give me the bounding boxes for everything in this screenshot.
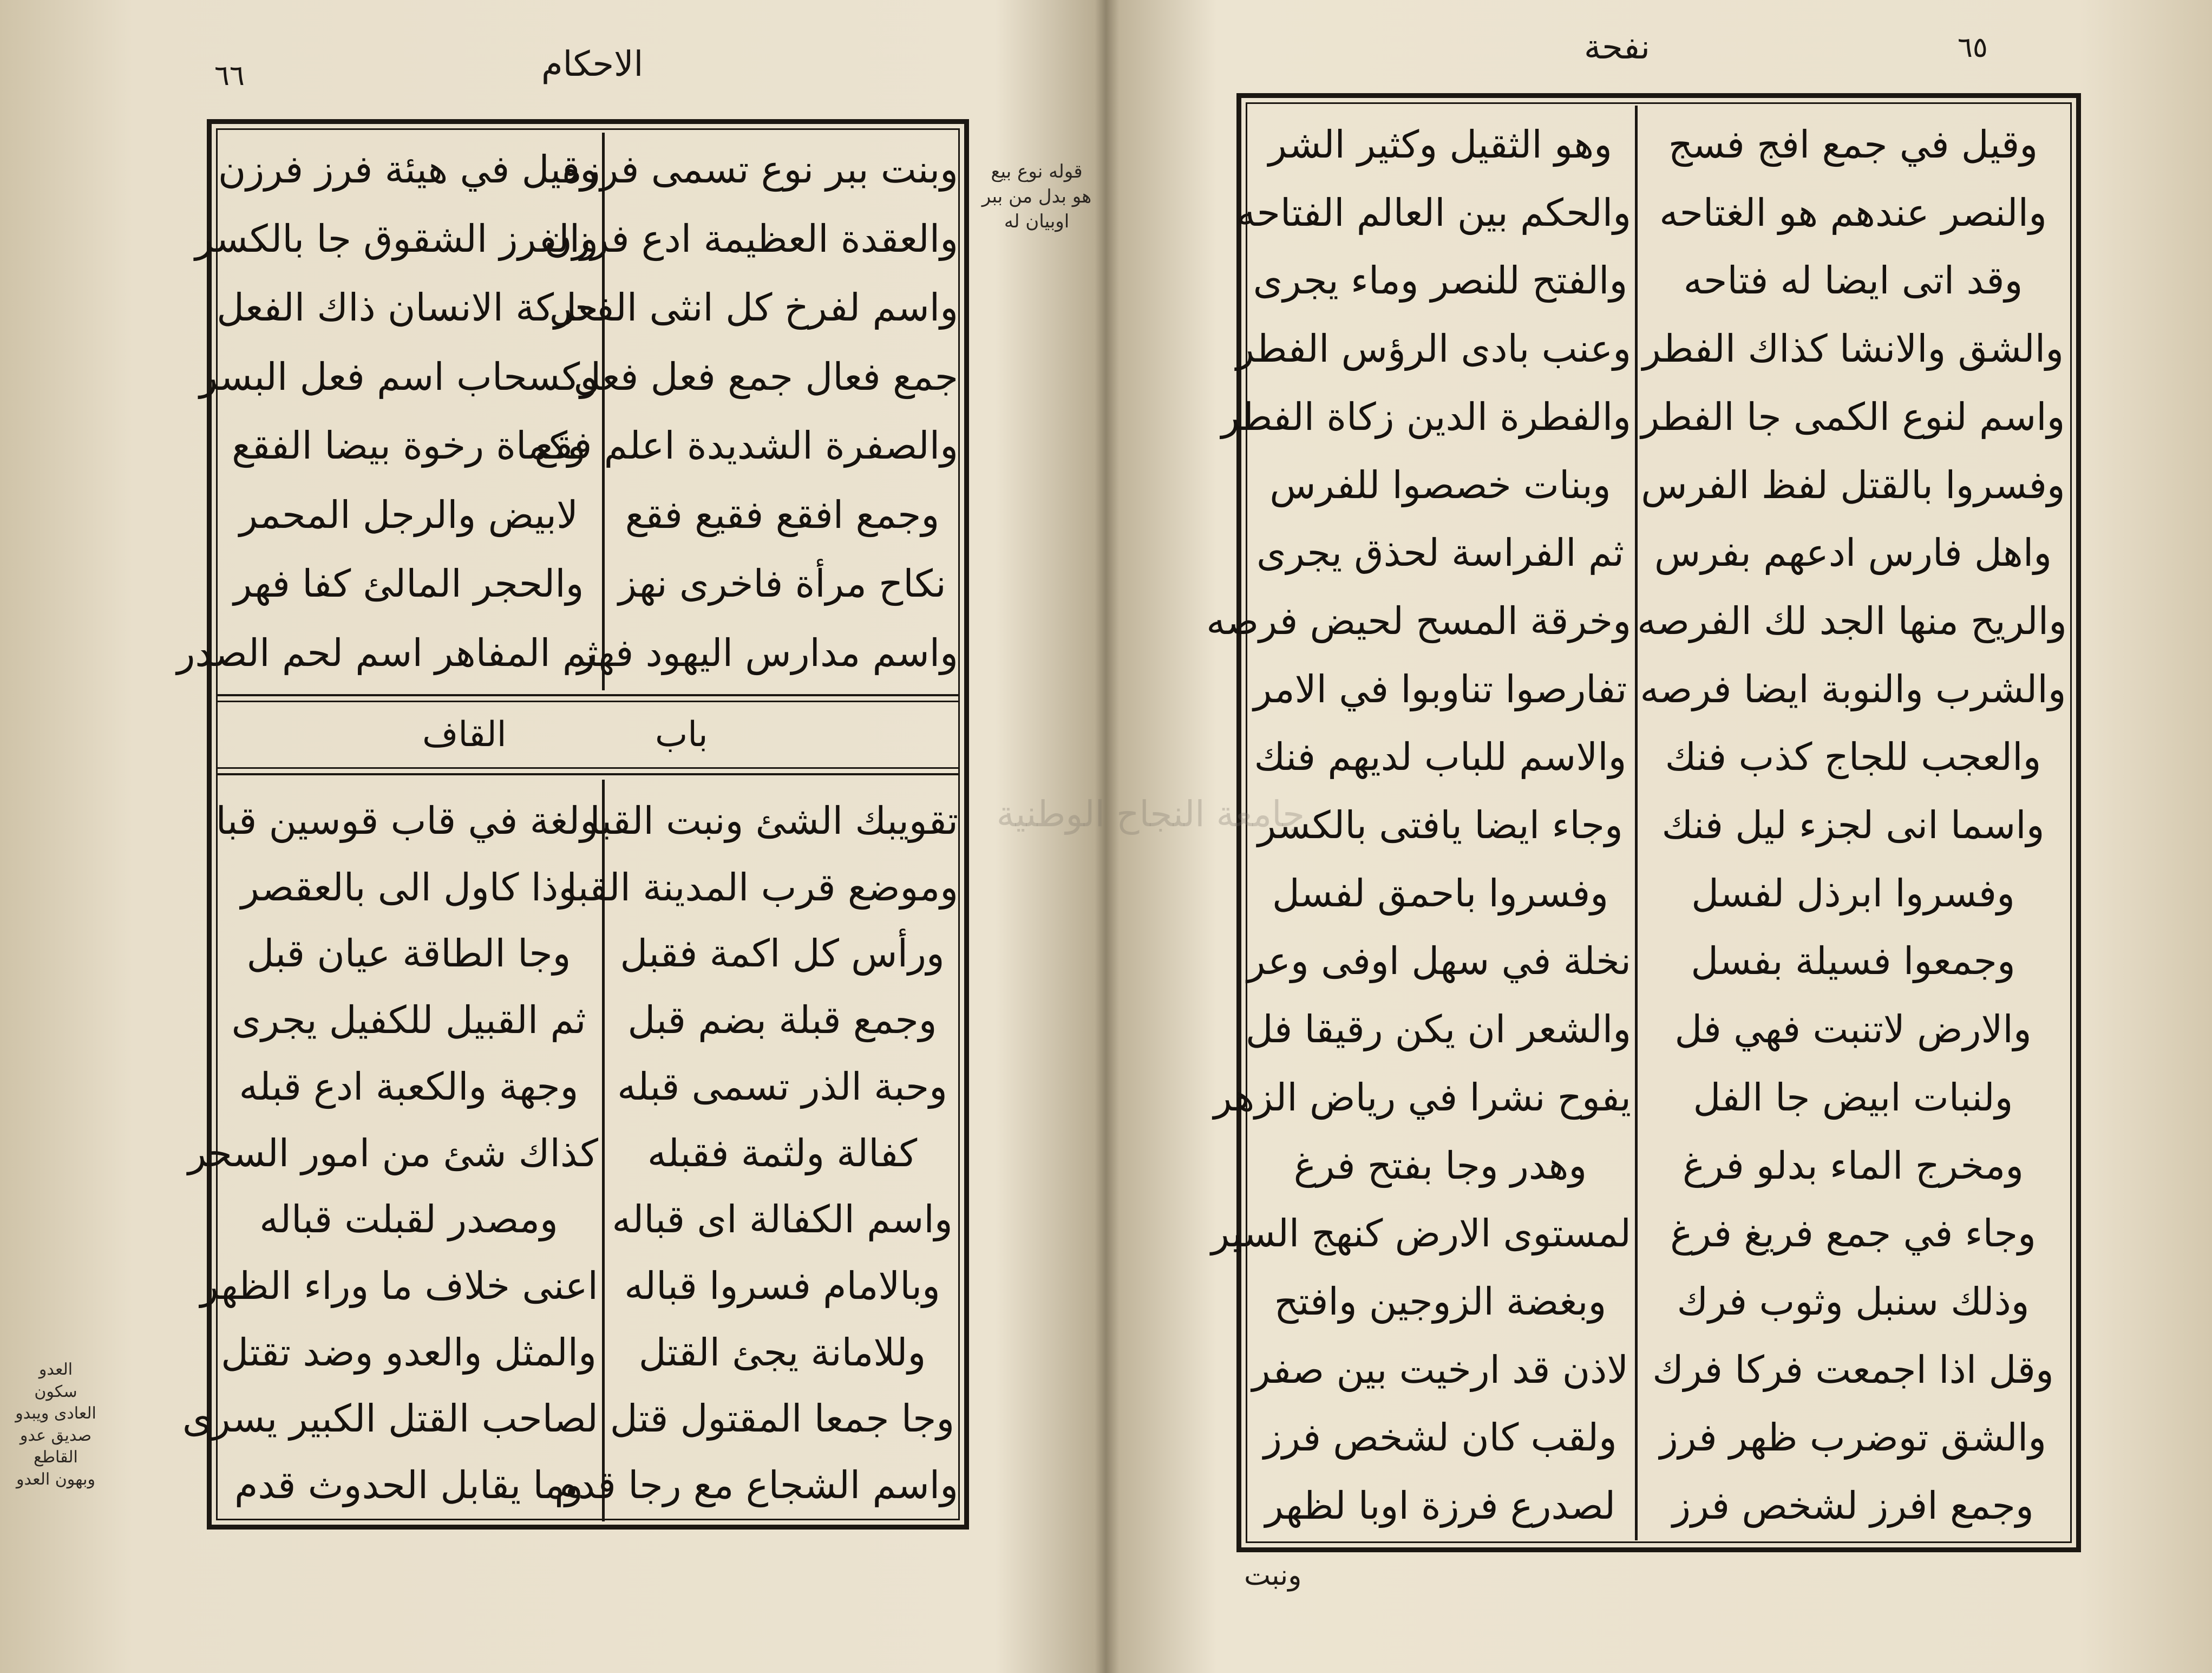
left-upper-left-column [176,135,598,688]
verse-line: والمثل والعدو وضد تقتل [221,1330,597,1375]
chapter-heading-band [217,694,959,775]
verse-line: ثم القبيل للكفيل يجرى [231,998,586,1043]
catchword: ونبت [1244,1559,1302,1592]
verse-line: والشق توضرب ظهر فرز [1659,1415,2047,1460]
verse-line: والنصر عندهم هو الغتاحه [1659,190,2047,235]
verse-line: وبغضة الزوجين وافتح [1274,1279,1607,1324]
verse-line: تفارصوا تناوبوا في الامر [1253,666,1627,711]
verse-line: تقويبك الشئ ونبت القبا [590,799,958,843]
margin-note-bottom: العدو سكون العادى ويبدو صديق عدو القاطع وبهون العدو [15,1360,96,1489]
verse-line: والصفرة الشديدة اعلم فقع [534,423,958,468]
verse-line: ومصدر لقبلت قباله [259,1197,558,1242]
verse-line: وهدر وجا بفتح فرغ [1293,1143,1587,1188]
verse-line: وقل اذا اجمعت فركا فرك [1652,1347,2054,1392]
verse-line: ولغة في قاب قوسين قبا [215,799,598,843]
verse-line: وما يقابل الحدوث قدم [234,1463,584,1508]
verse-line: يفوح نشرا في رياض الزهر [1213,1075,1631,1120]
right-page-right-column [1639,111,2067,1540]
verse-line: جمع فعال جمع فعل فعل [573,354,958,399]
verse-line: واسم لنوع الكمى جا الفطر [1641,394,2065,439]
verse-line: وفسروا باحمق لفسل [1272,871,1609,916]
verse-line: وجهة والكعبة ادع قبله [239,1064,579,1109]
verse-line: ثم المفاهر اسم لحم الصدر [176,630,598,675]
verse-line: واهل فارس ادعهم بفرس [1654,531,2052,576]
verse-line: وجمع افرز لشخص فرز [1672,1484,2034,1528]
verse-line: والفتح للنصر وماء يجرى [1253,258,1628,303]
verse-line: وخرقة المسح لحيض فرصه [1206,598,1631,643]
left-upper-right-column [534,135,958,688]
verse-line: وموضع قرب المدينة القبا [566,865,958,910]
verse-line: لصاحب القتل الكبير يسرى [182,1396,598,1441]
verse-line: وجاء ايضا يافتى بالكسر [1258,803,1623,848]
verse-line: وجمع قبلة بضم قبل [627,998,937,1043]
verse-line: لصدرع فرزة اوبا لظهر [1265,1484,1616,1528]
verse-line: وبنات خصصوا للفرس [1269,462,1611,507]
left-lower-left-column [182,788,598,1519]
verse-line: كفالة ولثمة فقبله [647,1130,918,1175]
verse-line: وقد اتى ايضا له فتاحه [1683,258,2023,303]
verse-line: والشعر ان يكن رقيقا فل [1245,1007,1631,1052]
verse-line: والاسم للباب لديهم فنك [1254,735,1627,780]
right-page-left-column [1206,111,1631,1540]
chapter-heading-left: القاف [422,715,507,755]
verse-line: والفرز الشقوق جا بالكسر [195,216,598,261]
verse-line: والارض لاتنبت فهي فل [1674,1007,2032,1052]
verse-line: ورأس كل اكمة فقبل [620,931,945,976]
verse-line: وهو الثقيل وكثير الشر [1268,122,1612,167]
verse-line: وللامانة يجئ القتل [638,1330,926,1375]
verse-line: وجا جمعا المقتول قتل [610,1396,955,1441]
right-page-number: ٦٥ [1958,31,1988,64]
margin-note-top: قوله نوع بيع هو بدل من ببر اوبيان له [981,161,1092,232]
verse-line: واسم لفرخ كل انثى الفعل [549,285,958,330]
verse-line: والحجر المالئ كفا فهر [233,561,584,606]
verse-line: والعجب للجاج كذب فنك [1665,735,2041,780]
verse-line: وعنب بادى الرؤس الفطر [1236,326,1631,371]
verse-line: وحبة الذر تسمى قبله [617,1064,947,1109]
verse-line: اعنى خلاف ما وراء الظهر [200,1264,598,1309]
verse-line: وجمعوا فسيلة بفسل [1691,939,2015,984]
verse-line: واسم الكفالة اى قباله [612,1197,953,1242]
verse-line: وجمع افقع فقيع فقع [625,492,940,537]
verse-line: وبنت ببر نوع تسمى فرزه [561,147,958,192]
right-running-head: نفحة [1584,27,1650,67]
verse-line: ومخرج الماء بدلو فرغ [1682,1143,2024,1188]
right-page [1108,0,2212,1673]
verse-line: والريح منها الجد لك الفرصه [1637,598,2067,643]
left-page-number: ٦٦ [214,60,245,92]
verse-line: وجا الطاقة عيان قبل [246,931,571,976]
verse-line: وقيل في هيئة فرز فرزن [218,147,598,192]
verse-line: لمستوى الارض كنهج السير [1211,1211,1631,1256]
verse-line: والشق والانشا كذاك الفطر [1642,326,2064,371]
verse-line: واسم مدارس اليهود فهر [577,630,958,675]
verse-line: وكماة رخوة بيضا الفقع [232,423,586,468]
left-running-head: الاحكام [541,44,644,84]
verse-line: واسما انى لجزء ليل فنك [1661,803,2045,848]
verse-line: وجاء في جمع فريغ فرغ [1670,1211,2036,1256]
verse-line: واسم الشجاع مع رجا قدم [554,1463,958,1508]
verse-line: لاذن قد ارخيت بين صفر [1252,1347,1629,1392]
right-column-divider [1635,106,1638,1540]
verse-line: والعقدة العظيمة ادع فرزن [544,216,958,261]
chapter-heading-right: باب [655,715,708,755]
verse-line: وفسروا بالقتل لفظ الفرس [1641,462,2065,507]
left-lower-right-column [554,788,958,1519]
verse-line: وقيل في جمع افج فسج [1668,122,2038,167]
verse-line: حركة الانسان ذاك الفعل [217,285,598,330]
left-page [0,0,1104,1673]
verse-line: نخلة في سهل اوفى وعر [1247,939,1631,984]
verse-line: وذلك سنبل وثوب فرك [1677,1279,2030,1324]
verse-line: نكاح مرأة فاخرى نهز [618,561,946,606]
verse-line: كذاك شئ من امور السحر [188,1130,598,1175]
verse-line: ثم الفراسة لحذق يجرى [1256,531,1624,576]
verse-line: والشرب والنوبة ايضا فرصه [1640,666,2066,711]
verse-line: وبالامام فسروا قباله [624,1264,940,1309]
verse-line: وذا كاول الى بالعقصر [240,865,577,910]
verse-line: ولنبات ابيض جا الفل [1693,1075,2013,1120]
verse-line: لابيض والرجل المحمر [239,492,578,537]
verse-line: وفسروا ابرذل لفسل [1691,871,2015,916]
verse-line: والفطرة الدين زكاة الفطر [1221,394,1631,439]
verse-line: ولقب كان لشخص فرز [1264,1415,1617,1460]
verse-line: وكسحاب اسم فعل البسر [199,354,598,399]
library-watermark: جامعة النجاح الوطنية [996,793,1305,835]
verse-line: والحكم بين العالم الفتاحه [1236,190,1631,235]
